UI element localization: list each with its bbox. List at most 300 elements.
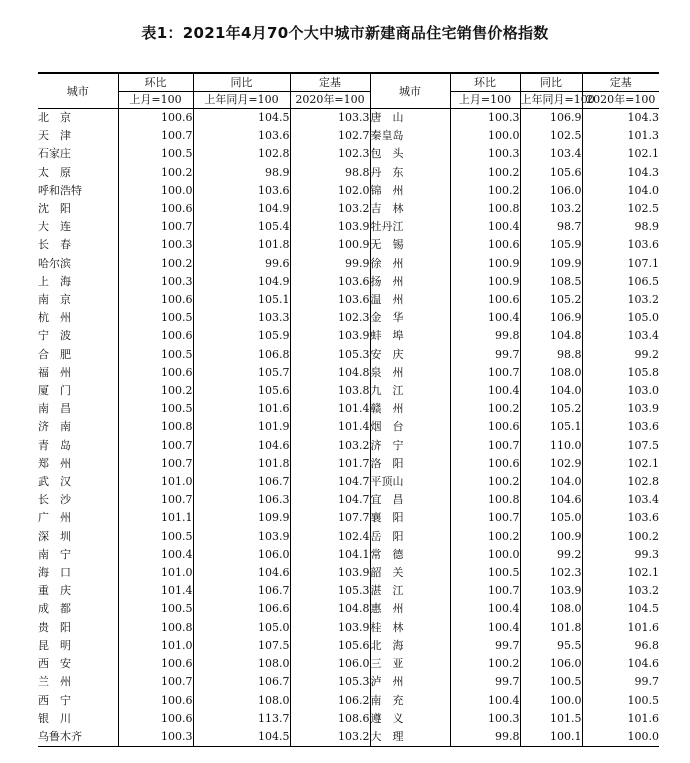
city-right-cell: 牡丹江: [370, 218, 450, 236]
table-row: [38, 728, 659, 747]
city-right-cell: 岳 阳: [370, 528, 450, 546]
city-left-cell: 重 庆: [38, 584, 71, 598]
price-index-table: [38, 72, 659, 747]
mom-right-cell: 100.6: [450, 455, 520, 473]
fixed-right-cell: 103.9: [582, 400, 659, 418]
fixed-left-cell: 105.3: [290, 673, 370, 691]
mom-left-cell: 100.4: [118, 546, 193, 564]
city-right-cell: 大 理: [370, 728, 450, 747]
city-right-cell: 南 充: [370, 692, 450, 710]
yoy-left-cell: 105.1: [193, 291, 290, 309]
fixed-left-cell: 99.9: [290, 255, 370, 273]
fixed-right-cell: 104.6: [582, 655, 659, 673]
city-left-cell: 上 海: [38, 274, 71, 288]
yoy-right-cell: 102.5: [520, 127, 582, 145]
city-right-cell: 金 华: [370, 309, 450, 327]
fixed-left-cell: 103.3: [290, 109, 370, 128]
mom-header-left: 环比: [118, 73, 193, 92]
mom-right-cell: 100.7: [450, 509, 520, 527]
city-left-cell: 太 原: [38, 165, 71, 179]
fixed-left-cell: 103.8: [290, 382, 370, 400]
mom-right-cell: 100.9: [450, 255, 520, 273]
city-left-cell: 杭 州: [38, 311, 71, 325]
yoy-left-cell: 105.7: [193, 364, 290, 382]
fixed-left-cell: 100.9: [290, 236, 370, 254]
table-row: [38, 273, 659, 291]
yoy-left-cell: 104.5: [193, 728, 290, 747]
table-row: [38, 455, 659, 473]
city-right-cell: 徐 州: [370, 255, 450, 273]
mom-right-cell: 100.6: [450, 291, 520, 309]
city-left-cell: 青 岛: [38, 438, 71, 452]
fixed-left-cell: 106.2: [290, 692, 370, 710]
mom-left-cell: 100.5: [118, 346, 193, 364]
city-right-cell: 北 海: [370, 637, 450, 655]
fixed-left-cell: 102.3: [290, 309, 370, 327]
mom-left-cell: 100.2: [118, 255, 193, 273]
fixed-left-cell: 108.6: [290, 710, 370, 728]
fixed-right-cell: 107.1: [582, 255, 659, 273]
fixed-right-cell: 105.8: [582, 364, 659, 382]
fixed-left-cell: 104.7: [290, 473, 370, 491]
fixed-left-cell: 101.4: [290, 418, 370, 436]
yoy-left-cell: 101.6: [193, 400, 290, 418]
fixed-right-cell: 107.5: [582, 437, 659, 455]
city-left-cell: 武 汉: [38, 475, 71, 489]
yoy-left-cell: 105.4: [193, 218, 290, 236]
yoy-right-cell: 105.1: [520, 418, 582, 436]
fixed-right-cell: 100.5: [582, 692, 659, 710]
city-left-cell: 南 宁: [38, 547, 71, 561]
mom-left-cell: 100.7: [118, 455, 193, 473]
mom-left-cell: 100.6: [118, 327, 193, 345]
city-header-left: 城市: [66, 84, 89, 98]
yoy-left-cell: 113.7: [193, 710, 290, 728]
city-left-cell: 厦 门: [38, 384, 71, 398]
mom-right-cell: 100.5: [450, 564, 520, 582]
fixed-right-cell: 103.0: [582, 382, 659, 400]
yoy-right-cell: 102.9: [520, 455, 582, 473]
table-row: [38, 582, 659, 600]
fixed-right-cell: 104.5: [582, 600, 659, 618]
yoy-left-cell: 105.9: [193, 327, 290, 345]
yoy-left-cell: 107.5: [193, 637, 290, 655]
city-right-cell: 秦皇岛: [370, 127, 450, 145]
mom-left-cell: 101.4: [118, 582, 193, 600]
city-right-cell: 泉 州: [370, 364, 450, 382]
yoy-left-cell: 99.6: [193, 255, 290, 273]
yoy-left-cell: 108.0: [193, 692, 290, 710]
city-left-cell: 成 都: [38, 602, 71, 616]
yoy-right-cell: 105.0: [520, 509, 582, 527]
city-left-cell: 西 宁: [38, 693, 71, 707]
table-row: [38, 164, 659, 182]
table-row: [38, 182, 659, 200]
fixed-right-cell: 106.5: [582, 273, 659, 291]
table-row: [38, 145, 659, 163]
mom-left-cell: 100.6: [118, 710, 193, 728]
table-body: [38, 109, 659, 747]
yoy-right-cell: 104.0: [520, 473, 582, 491]
fixed-right-cell: 104.3: [582, 109, 659, 128]
city-left-cell: 天 津: [38, 129, 71, 143]
yoy-left-cell: 103.3: [193, 309, 290, 327]
mom-left-cell: 100.7: [118, 491, 193, 509]
yoy-right-cell: 98.8: [520, 346, 582, 364]
fixed-right-cell: 103.6: [582, 236, 659, 254]
city-right-cell: 九 江: [370, 382, 450, 400]
fixed-right-cell: 105.0: [582, 309, 659, 327]
mom-right-cell: 99.7: [450, 637, 520, 655]
yoy-right-cell: 100.1: [520, 728, 582, 747]
mom-left-cell: 100.0: [118, 182, 193, 200]
city-left-cell: 石家庄: [38, 147, 71, 161]
city-right-cell: 蚌 埠: [370, 327, 450, 345]
city-left-cell: 海 口: [38, 566, 71, 580]
city-left-cell: 广 州: [38, 511, 71, 525]
fixed-left-cell: 102.4: [290, 528, 370, 546]
fixed-left-cell: 103.2: [290, 437, 370, 455]
fixed-left-cell: 103.6: [290, 273, 370, 291]
city-right-cell: 丹 东: [370, 164, 450, 182]
city-left-cell: 大 连: [38, 220, 71, 234]
fixed-right-cell: 98.9: [582, 218, 659, 236]
city-left-cell: 福 州: [38, 365, 71, 379]
fixed-right-cell: 102.1: [582, 145, 659, 163]
yoy-right-cell: 104.6: [520, 491, 582, 509]
city-left-cell: 北 京: [38, 109, 118, 128]
yoy-right-cell: 100.5: [520, 673, 582, 691]
fixed-left-cell: 101.4: [290, 400, 370, 418]
yoy-left-cell: 102.8: [193, 145, 290, 163]
mom-left-cell: 101.0: [118, 637, 193, 655]
city-right-cell: 韶 关: [370, 564, 450, 582]
mom-left-cell: 100.5: [118, 600, 193, 618]
mom-left-cell: 100.5: [118, 528, 193, 546]
table-row: [38, 437, 659, 455]
city-left-cell: 西 安: [38, 657, 71, 671]
table-row: [38, 546, 659, 564]
city-left-cell: 银 川: [38, 711, 71, 725]
mom-right-cell: 100.4: [450, 309, 520, 327]
table-row: [38, 491, 659, 509]
yoy-right-cell: 110.0: [520, 437, 582, 455]
city-right-cell: 洛 阳: [370, 455, 450, 473]
fixed-right-cell: 100.2: [582, 528, 659, 546]
city-left-cell: 昆 明: [38, 638, 71, 652]
table-row: [38, 218, 659, 236]
mom-left-cell: 100.6: [118, 291, 193, 309]
fixed-left-cell: 103.9: [290, 218, 370, 236]
city-header-right: 城市: [370, 73, 450, 109]
mom-right-cell: 100.7: [450, 364, 520, 382]
mom-right-cell: 99.7: [450, 673, 520, 691]
fixed-right-cell: 104.3: [582, 164, 659, 182]
city-right-cell: 扬 州: [370, 273, 450, 291]
city-right-cell: 济 宁: [370, 437, 450, 455]
mom-left-cell: 100.5: [118, 145, 193, 163]
fixed-right-cell: 102.1: [582, 564, 659, 582]
city-right-cell: 烟 台: [370, 418, 450, 436]
fixed-left-cell: 103.2: [290, 200, 370, 218]
mom-right-cell: 100.2: [450, 473, 520, 491]
mom-right-cell: 100.4: [450, 382, 520, 400]
city-right-cell: 包 头: [370, 145, 450, 163]
yoy-left-cell: 104.5: [193, 109, 290, 128]
table-header: [38, 73, 659, 109]
yoy-right-cell: 106.9: [520, 309, 582, 327]
mom-right-cell: 100.9: [450, 273, 520, 291]
yoy-right-cell: 98.7: [520, 218, 582, 236]
yoy-left-cell: 106.0: [193, 546, 290, 564]
mom-left-cell: 100.2: [118, 164, 193, 182]
fixed-left-cell: 103.6: [290, 291, 370, 309]
table-row: [38, 400, 659, 418]
yoy-left-cell: 103.6: [193, 182, 290, 200]
yoy-left-cell: 106.7: [193, 582, 290, 600]
mom-right-cell: 100.2: [450, 655, 520, 673]
table-row: [38, 710, 659, 728]
table-row: [38, 600, 659, 618]
yoy-right-cell: 100.0: [520, 692, 582, 710]
fixed-left-cell: 102.7: [290, 127, 370, 145]
city-left-cell: 宁 波: [38, 329, 71, 343]
mom-left-cell: 100.5: [118, 309, 193, 327]
city-right-cell: 宜 昌: [370, 491, 450, 509]
table-row: [38, 655, 659, 673]
fixed-right-cell: 99.7: [582, 673, 659, 691]
table-row: [38, 200, 659, 218]
fixed-right-cell: 102.5: [582, 200, 659, 218]
city-left-cell: 长 春: [38, 238, 71, 252]
mom-left-cell: 100.3: [118, 273, 193, 291]
yoy-right-cell: 109.9: [520, 255, 582, 273]
city-right-cell: 赣 州: [370, 400, 450, 418]
fixed-right-cell: 103.6: [582, 509, 659, 527]
fixed-right-cell: 100.0: [582, 728, 659, 747]
city-right-cell: 无 锡: [370, 236, 450, 254]
yoy-right-cell: 103.2: [520, 200, 582, 218]
fixed-left-cell: 105.6: [290, 637, 370, 655]
yoy-right-cell: 106.9: [520, 109, 582, 128]
fixed-left-cell: 102.3: [290, 145, 370, 163]
mom-right-cell: 100.2: [450, 164, 520, 182]
mom-right-cell: 100.8: [450, 200, 520, 218]
mom-right-cell: 100.3: [450, 710, 520, 728]
city-left-cell: 郑 州: [38, 456, 71, 470]
mom-left-cell: 100.6: [118, 200, 193, 218]
mom-left-cell: 101.0: [118, 564, 193, 582]
mom-right-cell: 100.6: [450, 418, 520, 436]
yoy-right-cell: 105.2: [520, 291, 582, 309]
mom-right-cell: 100.3: [450, 145, 520, 163]
fixed-base-left: 2020年=100: [290, 92, 370, 109]
yoy-right-cell: 101.5: [520, 710, 582, 728]
fixed-left-cell: 102.0: [290, 182, 370, 200]
yoy-left-cell: 105.6: [193, 382, 290, 400]
table-row: [38, 564, 659, 582]
yoy-left-cell: 105.0: [193, 619, 290, 637]
table-row: [38, 291, 659, 309]
city-right-cell: 唐 山: [370, 109, 450, 128]
fixed-left-cell: 103.9: [290, 327, 370, 345]
yoy-right-cell: 100.9: [520, 528, 582, 546]
yoy-left-cell: 104.9: [193, 273, 290, 291]
fixed-right-cell: 103.2: [582, 291, 659, 309]
mom-left-cell: 100.3: [118, 728, 193, 747]
mom-right-cell: 100.0: [450, 127, 520, 145]
yoy-left-cell: 106.8: [193, 346, 290, 364]
table-row: [38, 255, 659, 273]
city-right-cell: 襄 阳: [370, 509, 450, 527]
yoy-left-cell: 103.9: [193, 528, 290, 546]
mom-left-cell: 100.8: [118, 619, 193, 637]
yoy-right-cell: 108.5: [520, 273, 582, 291]
fixed-left-cell: 105.3: [290, 582, 370, 600]
yoy-right-cell: 104.0: [520, 382, 582, 400]
mom-left-cell: 100.3: [118, 236, 193, 254]
mom-right-cell: 100.3: [450, 109, 520, 128]
fixed-right-cell: 101.6: [582, 710, 659, 728]
yoy-header-left: 同比: [193, 73, 290, 92]
yoy-left-cell: 109.9: [193, 509, 290, 527]
city-left-cell: 济 南: [38, 420, 71, 434]
city-left-cell: 南 京: [38, 293, 71, 307]
fixed-right-cell: 96.8: [582, 637, 659, 655]
fixed-right-cell: 103.4: [582, 491, 659, 509]
mom-left-cell: 100.7: [118, 437, 193, 455]
city-left-cell: 哈尔滨: [38, 256, 71, 270]
fixed-left-cell: 98.8: [290, 164, 370, 182]
city-left-cell: 贵 阳: [38, 620, 71, 634]
yoy-right-cell: 104.8: [520, 327, 582, 345]
table-row: [38, 364, 659, 382]
yoy-left-cell: 108.0: [193, 655, 290, 673]
fixed-right-cell: 99.3: [582, 546, 659, 564]
table-row: [38, 309, 659, 327]
table-row: [38, 109, 659, 128]
fixed-right-cell: 103.4: [582, 327, 659, 345]
yoy-right-cell: 108.0: [520, 364, 582, 382]
mom-right-cell: 100.4: [450, 600, 520, 618]
fixed-base-right: 2020年=100: [582, 92, 659, 109]
mom-left-cell: 100.6: [118, 692, 193, 710]
mom-left-cell: 100.6: [118, 364, 193, 382]
city-right-cell: 平顶山: [370, 473, 450, 491]
yoy-right-cell: 99.2: [520, 546, 582, 564]
table-row: [38, 619, 659, 637]
fixed-left-cell: 104.8: [290, 364, 370, 382]
yoy-left-cell: 101.8: [193, 236, 290, 254]
table-row: [38, 473, 659, 491]
table-row: [38, 382, 659, 400]
fixed-header-left: 定基: [290, 73, 370, 92]
mom-right-cell: 100.0: [450, 546, 520, 564]
yoy-right-cell: 105.6: [520, 164, 582, 182]
city-right-cell: 吉 林: [370, 200, 450, 218]
mom-left-cell: 100.6: [118, 109, 193, 128]
table-row: [38, 692, 659, 710]
fixed-left-cell: 105.3: [290, 346, 370, 364]
yoy-right-cell: 105.2: [520, 400, 582, 418]
table-row: [38, 236, 659, 254]
fixed-left-cell: 103.9: [290, 564, 370, 582]
fixed-right-cell: 103.6: [582, 418, 659, 436]
mom-base-right: 上月=100: [450, 92, 520, 109]
fixed-header-right: 定基: [582, 73, 659, 92]
fixed-right-cell: 101.3: [582, 127, 659, 145]
table-row: [38, 346, 659, 364]
mom-right-cell: 99.8: [450, 728, 520, 747]
fixed-right-cell: 103.2: [582, 582, 659, 600]
mom-left-cell: 101.1: [118, 509, 193, 527]
fixed-right-cell: 102.8: [582, 473, 659, 491]
yoy-right-cell: 106.0: [520, 655, 582, 673]
fixed-left-cell: 104.8: [290, 600, 370, 618]
city-left-cell: 兰 州: [38, 675, 71, 689]
fixed-left-cell: 106.0: [290, 655, 370, 673]
page-title: 表1：2021年4月70个大中城市新建商品住宅销售价格指数: [141, 24, 549, 42]
yoy-right-cell: 101.8: [520, 619, 582, 637]
mom-right-cell: 99.8: [450, 327, 520, 345]
mom-left-cell: 100.5: [118, 400, 193, 418]
city-left-cell: 南 昌: [38, 402, 71, 416]
fixed-left-cell: 104.1: [290, 546, 370, 564]
yoy-left-cell: 101.9: [193, 418, 290, 436]
fixed-left-cell: 103.9: [290, 619, 370, 637]
city-right-cell: 惠 州: [370, 600, 450, 618]
city-right-cell: 温 州: [370, 291, 450, 309]
mom-right-cell: 99.7: [450, 346, 520, 364]
mom-left-cell: 100.7: [118, 673, 193, 691]
mom-header-right: 环比: [450, 73, 520, 92]
yoy-left-cell: 98.9: [193, 164, 290, 182]
mom-right-cell: 100.7: [450, 582, 520, 600]
yoy-left-cell: 101.8: [193, 455, 290, 473]
mom-right-cell: 100.2: [450, 528, 520, 546]
yoy-right-cell: 108.0: [520, 600, 582, 618]
yoy-left-cell: 106.7: [193, 673, 290, 691]
mom-left-cell: 100.8: [118, 418, 193, 436]
yoy-header-right: 同比: [520, 73, 582, 92]
table-row: [38, 528, 659, 546]
fixed-right-cell: 99.2: [582, 346, 659, 364]
yoy-left-cell: 106.3: [193, 491, 290, 509]
yoy-right-cell: 102.3: [520, 564, 582, 582]
yoy-right-cell: 105.9: [520, 236, 582, 254]
yoy-base-left: 上年同月=100: [193, 92, 290, 109]
fixed-left-cell: 107.7: [290, 509, 370, 527]
yoy-right-cell: 103.9: [520, 582, 582, 600]
mom-left-cell: 101.0: [118, 473, 193, 491]
fixed-left-cell: 104.7: [290, 491, 370, 509]
mom-right-cell: 100.7: [450, 437, 520, 455]
city-left-cell: 乌鲁木齐: [38, 728, 118, 747]
yoy-left-cell: 104.6: [193, 564, 290, 582]
table-row: [38, 673, 659, 691]
city-right-cell: 泸 州: [370, 673, 450, 691]
city-right-cell: 桂 林: [370, 619, 450, 637]
yoy-left-cell: 104.6: [193, 437, 290, 455]
city-right-cell: 湛 江: [370, 582, 450, 600]
mom-right-cell: 100.2: [450, 400, 520, 418]
mom-left-cell: 100.2: [118, 382, 193, 400]
fixed-right-cell: 104.0: [582, 182, 659, 200]
fixed-left-cell: 103.2: [290, 728, 370, 747]
yoy-left-cell: 106.7: [193, 473, 290, 491]
mom-left-cell: 100.6: [118, 655, 193, 673]
mom-right-cell: 100.8: [450, 491, 520, 509]
